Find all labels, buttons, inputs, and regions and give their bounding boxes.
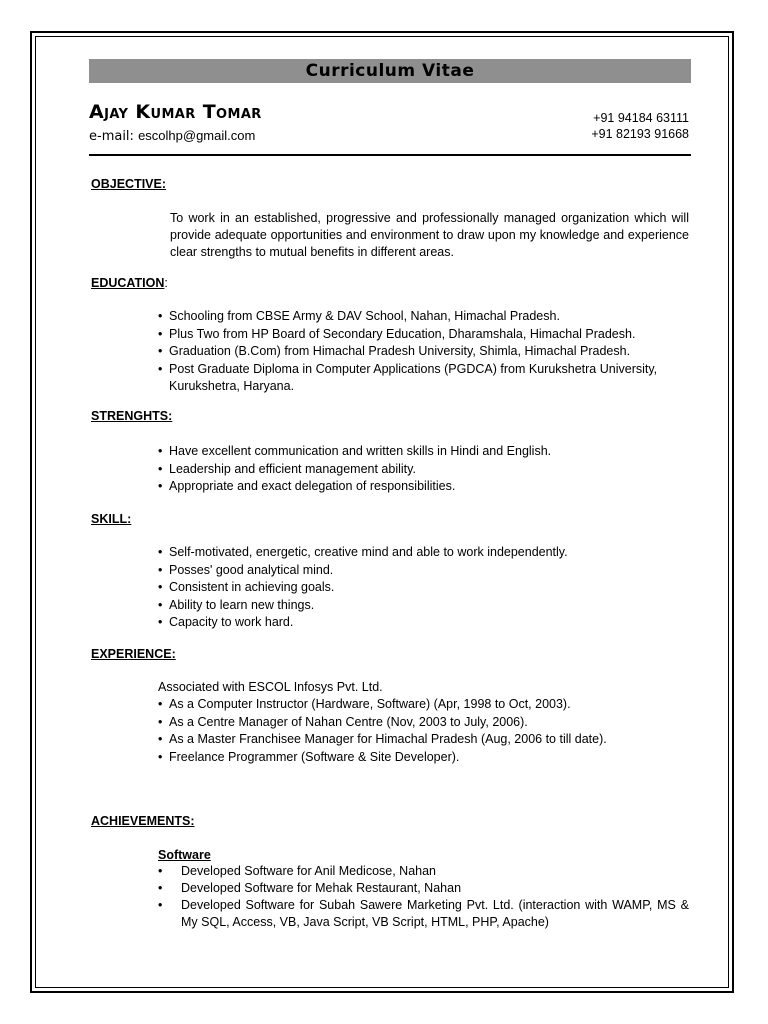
experience-list bbox=[158, 696, 688, 766]
list-item: • Post Graduate Diploma in Computer Applications (PGDCA) from Kurukshetra University, Kurukshetra, Haryana. bbox=[158, 361, 659, 396]
achievements-heading: ACHIEVEMENTS: bbox=[91, 814, 195, 828]
list-item: • Consistent in achieving goals. bbox=[158, 579, 678, 597]
email-label: e-mail: bbox=[89, 129, 139, 144]
list-item: • Graduation (B.Com) from Himachal Pradesh University, Shimla, Himachal Pradesh. bbox=[158, 343, 698, 361]
list-item: • Have excellent communication and written skills in Hindi and English. bbox=[158, 443, 678, 461]
list-item: • Self-motivated, energetic, creative mind and able to work independently. bbox=[158, 544, 678, 562]
experience-heading: EXPERIENCE: bbox=[91, 647, 176, 661]
education-heading-colon: : bbox=[164, 276, 168, 290]
strengths-heading: STRENGHTS: bbox=[91, 409, 173, 423]
phone-1: +91 94184 63111 bbox=[593, 111, 689, 125]
education-list bbox=[158, 308, 698, 396]
achievements-list bbox=[158, 863, 689, 931]
list-item: • Schooling from CBSE Army & DAV School, Nahan, Himachal Pradesh. bbox=[158, 308, 698, 326]
candidate-name: Ajay Kumar Tomar bbox=[89, 101, 262, 123]
phone-numbers bbox=[591, 110, 689, 142]
document-title: Curriculum Vitae bbox=[89, 59, 691, 83]
achievements-subheading: Software bbox=[158, 848, 211, 862]
skill-heading: SKILL: bbox=[91, 512, 132, 526]
list-item: • Appropriate and exact delegation of responsibilities. bbox=[158, 478, 678, 496]
email-address: escolhp@gmail.com bbox=[138, 128, 256, 143]
email-line bbox=[89, 128, 255, 144]
education-heading bbox=[91, 276, 168, 290]
list-item: • Plus Two from HP Board of Secondary Education, Dharamshala, Himachal Pradesh. bbox=[158, 326, 698, 344]
list-item: • As a Centre Manager of Nahan Centre (Nov, 2003 to July, 2006). bbox=[158, 714, 688, 732]
objective-text: To work in an established, progressive and professionally managed organization which will provide adequate opportunities and environment to draw upon my knowledge and experience clear strengths to mutual benefits in different areas. bbox=[170, 211, 689, 259]
header-divider bbox=[89, 154, 691, 156]
list-item: • As a Master Franchisee Manager for Himachal Pradesh (Aug, 2006 to till date). bbox=[158, 731, 688, 749]
list-item: • Posses' good analytical mind. bbox=[158, 562, 678, 580]
list-item: • Developed Software for Subah Sawere Marketing Pvt. Ltd. (interaction with WAMP, MS & My SQL, Access, VB, Java Script, VB Script, HTML, PHP, Apache) bbox=[158, 897, 689, 931]
list-item: • Freelance Programmer (Software & Site Developer). bbox=[158, 749, 688, 767]
skill-list bbox=[158, 544, 678, 632]
list-item: • Developed Software for Mehak Restaurant, Nahan bbox=[158, 880, 689, 897]
phone-2: +91 82193 91668 bbox=[591, 127, 689, 141]
objective-heading: OBJECTIVE: bbox=[91, 177, 167, 191]
list-item: • As a Computer Instructor (Hardware, Software) (Apr, 1998 to Oct, 2003). bbox=[158, 696, 688, 714]
education-heading-label: EDUCATION bbox=[91, 276, 165, 290]
list-item: • Ability to learn new things. bbox=[158, 597, 678, 615]
list-item: • Leadership and efficient management ability. bbox=[158, 461, 678, 479]
experience-intro: Associated with ESCOL Infosys Pvt. Ltd. bbox=[158, 680, 383, 694]
list-item: • Developed Software for Anil Medicose, Nahan bbox=[158, 863, 689, 880]
list-item: • Capacity to work hard. bbox=[158, 614, 678, 632]
strengths-list bbox=[158, 443, 678, 496]
